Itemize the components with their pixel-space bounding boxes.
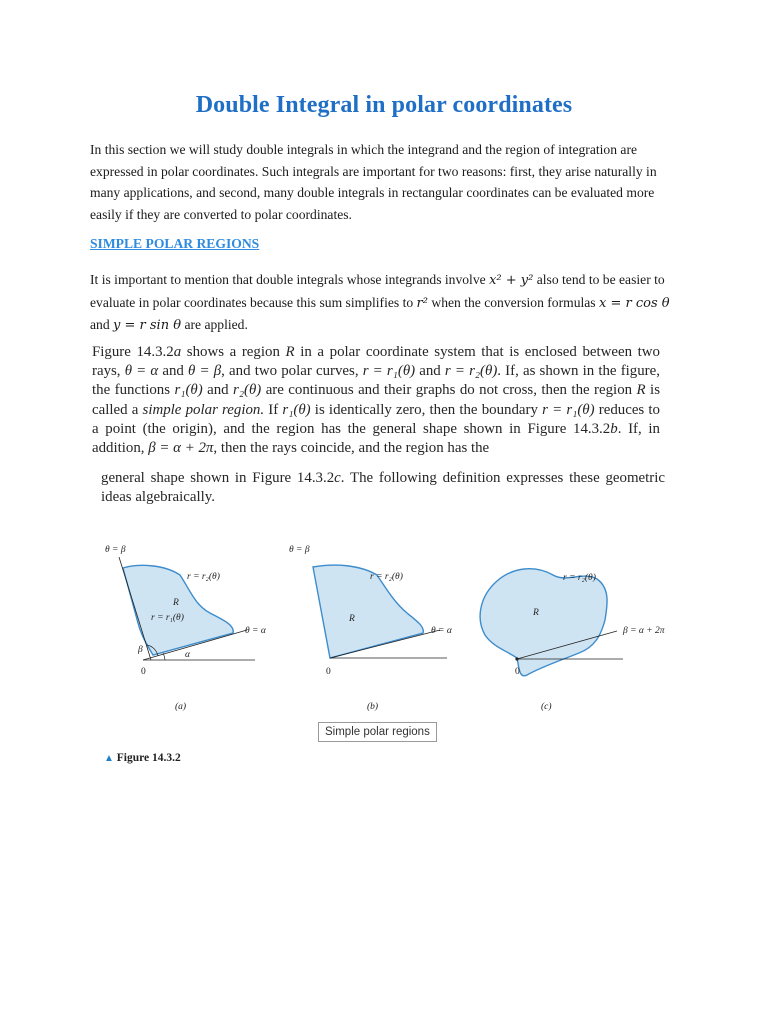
label-r2-c: r = r₂(θ) — [563, 573, 596, 583]
textbook-excerpt-continuation: general shape shown in Figure 14.3.2c. The following definition expresses these geometric ideas algebraically. — [101, 470, 665, 506]
label-r1-a: r = r₁(θ) — [151, 613, 184, 623]
figure-reference: ▲ Figure 14.3.2 — [104, 752, 181, 764]
label-alpha-a: α — [185, 650, 190, 660]
label-r2-b: r = r₂(θ) — [370, 572, 403, 582]
panel-label-b: (b) — [367, 702, 379, 712]
triangle-marker-icon: ▲ — [104, 753, 114, 764]
panel-a — [105, 545, 267, 712]
label-beta-a: β — [138, 645, 143, 655]
label-theta-alpha-a: θ = α — [245, 626, 266, 636]
label-R-a: R — [173, 598, 179, 608]
origin-a: 0 — [141, 667, 146, 677]
label-theta-alpha-b: θ = α — [431, 626, 452, 636]
label-r2-a: r = r₂(θ) — [187, 572, 220, 582]
figure-caption: Simple polar regions — [318, 722, 437, 742]
page-title: Double Integral in polar coordinates — [195, 92, 573, 118]
origin-b: 0 — [326, 667, 331, 677]
label-R-c: R — [533, 608, 539, 618]
origin-c: 0 — [515, 667, 520, 677]
label-beta-eq-c: β = α + 2π — [623, 626, 665, 636]
panel-c — [480, 569, 665, 712]
region-c — [480, 569, 607, 676]
label-R-b: R — [349, 614, 355, 624]
polar-simplification-paragraph: It is important to mention that double integrals whose integrands involve x² + y² also tend to be easier to evaluate in polar coordinates because this sum simplifies to r² when the conversion formulas x = r cos θ and y = r sin θ are applied. — [90, 272, 670, 333]
panel-label-a: (a) — [175, 702, 187, 712]
panel-label-c: (c) — [541, 702, 552, 712]
intro-paragraph: In this section we will study double integrals in which the integrand and the region of integration are expressed in polar coordinates. Such integrals are important for two reasons: first, they arise naturally in many applications, and second, many double integrals in rectangular coordinates can be evaluated more easily if they are converted to polar coordinates. — [90, 142, 657, 222]
textbook-excerpt-paragraph: Figure 14.3.2a shows a region R in a polar coordinate system that is enclosed between two rays, θ = α and θ = β, and two polar curves, r = r₁(θ) and r = r₂(θ). If, as shown in the figure, the functions r₁(θ) and r₂(θ) are continuous and their graphs do not cross, then the region R is called a simple polar region. If r₁(θ) is identically zero, then the boundary r = r₁(θ) reduces to a point (the origin), and the region has the general shape shown in Figure 14.3.2b. If, in addition, β = α + 2π, then the rays coincide, and the region has the — [92, 344, 660, 457]
region-b — [313, 565, 423, 658]
label-theta-beta-b: θ = β — [289, 545, 310, 555]
label-theta-beta-a: θ = β — [105, 545, 126, 555]
section-heading-link[interactable]: SIMPLE POLAR REGIONS — [90, 236, 260, 251]
panel-b — [289, 545, 453, 712]
simple-polar-regions-figure — [95, 535, 665, 720]
